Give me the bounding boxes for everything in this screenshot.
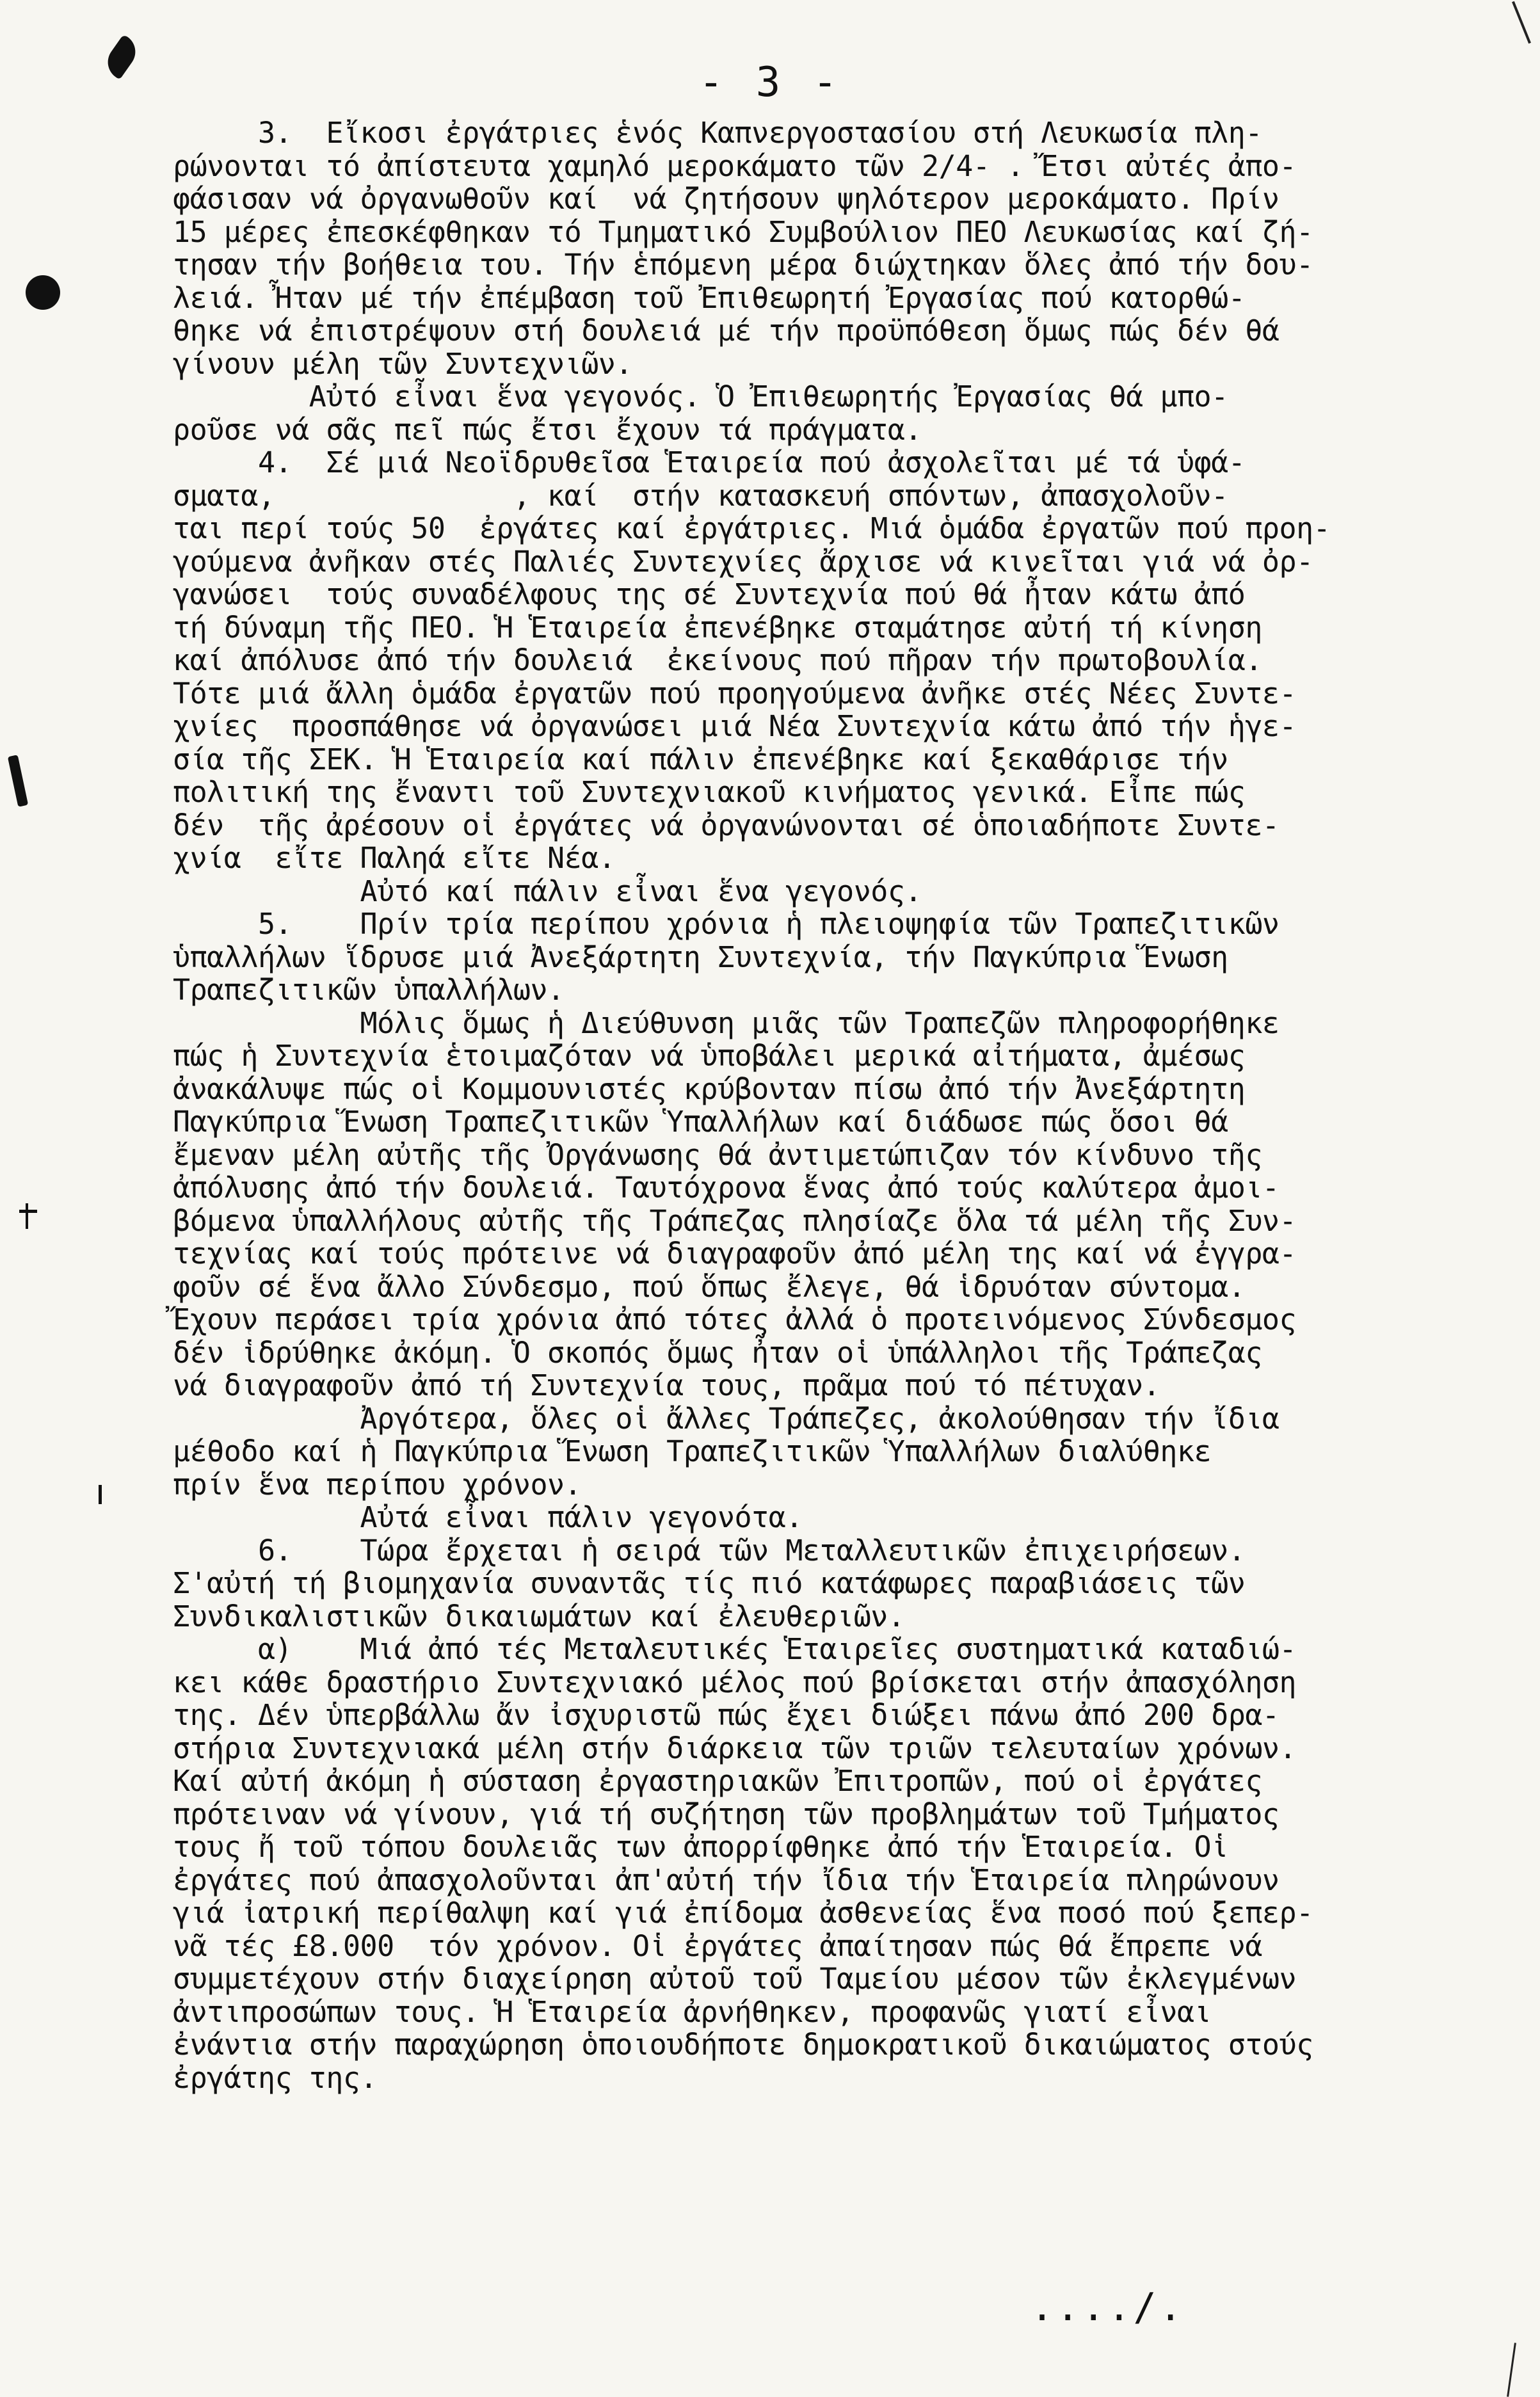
text-line: πρίν ἕνα περίπου χρόνον. [173,1467,582,1502]
text-line: ροῦσε νά σᾶς πεῖ πώς ἔτσι ἔχουν τά πράγματα. [173,412,922,447]
text-line: Αὐτό καί πάλιν εἶναι ἕνα γεγονός. [173,874,922,908]
scan-line-bottom-right [1507,2343,1516,2397]
text-line: ἐργάτες πού ἀπασχολοῦνται ἀπ'αὐτή τήν ἴδια τήν Ἑταιρεία πληρώνουν [173,1863,1279,1897]
text-line: τησαν τήν βοήθεια του. Τήν ἑπόμενη μέρα διώχτηκαν ὅλες ἀπό τήν δου- [173,248,1313,282]
text-line: κει κάθε δραστήριο Συντεχνιακό μέλος πού βρίσκεται στήν ἀπασχόληση [173,1665,1297,1699]
text-line: νᾶ τές £8.000 τόν χρόνον. Οἱ ἐργάτες ἀπαίτησαν πώς θά ἔπρεπε νά [173,1928,1262,1963]
text-line: χνίες προσπάθησε νά ὀργανώσει μιά Νέα Συντεχνία κάτω ἀπό τήν ἡγε- [173,709,1297,743]
text-line: φοῦν σέ ἕνα ἄλλο Σύνδεσμο, πού ὅπως ἔλεγε, θά ἱδρυόταν σύντομα. [173,1269,1246,1304]
text-line: πώς ἡ Συντεχνία ἑτοιμαζόταν νά ὑποβάλει μερικά αἰτήματα, ἀμέσως [173,1039,1246,1073]
text-line: ἀντιπροσώπων τους. Ἡ Ἑταιρεία ἀρνήθηκεν, προφανῶς γιατί εἶναι [173,1994,1212,2029]
text-line: Παγκύπρια Ἕνωση Τραπεζιτικῶν Ὑπαλλήλων καί διάδωσε πώς ὅσοι θά [173,1105,1228,1139]
text-line: Αὐτό εἶναι ἕνα γεγονός. Ὁ Ἐπιθεωρητής Ἐργασίας θά μπο- [173,380,1228,413]
text-line: τή δύναμη τῆς ΠΕΟ. Ἡ Ἑταιρεία ἐπενέβηκε σταμάτησε αὐτή τή κίνηση [173,610,1262,645]
text-line: Καί αὐτή ἀκόμη ἡ σύσταση ἐργαστηριακῶν Ἐπιτροπῶν, πού οἱ ἐργάτες [173,1764,1262,1798]
text-line: τους ἤ τοῦ τόπου δουλειᾶς των ἀπορρίφθηκε ἀπό τήν Ἑταιρεία. Οἱ [173,1830,1228,1864]
text-line: ἐνάντια στήν παραχώρηση ὁποιουδήποτε δημοκρατικοῦ δικαιώματος στούς [173,2028,1313,2062]
text-line: ἐργάτης της. [173,2060,378,2095]
text-line: γιά ἰατρική περίθαλψη καί γιά ἐπίδομα ἀσθενείας ἕνα ποσό πού ξεπερ- [173,1896,1313,1930]
text-line: 15 μέρες ἐπεσκέφθηκαν τό Τμηματικό Συμβούλιον ΠΕΟ Λευκωσίας καί ζή- [173,214,1313,249]
text-line: ρώνονται τό ἀπίστευτα χαμηλό μεροκάματο τῶν 2/4- . Ἔτσι αὐτές ἀπο- [173,148,1297,183]
text-line: 4. Σέ μιά Νεοϊδρυθεῖσα Ἑταιρεία πού ἀσχολεῖται μέ τά ὑφά- [173,445,1246,479]
text-line: Συνδικαλιστικῶν δικαιωμάτων καί ἐλευθεριῶν. [173,1599,905,1633]
text-line: νά διαγραφοῦν ἀπό τή Συντεχνία τους, πρᾶμα πού τό πέτυχαν. [173,1368,1160,1402]
text-line: ἀπόλυσης ἀπό τήν δουλειά. Ταυτόχρονα ἕνας ἀπό τούς καλύτερα ἀμοι- [173,1171,1279,1205]
page-number: - 3 - [698,59,842,106]
text-line: χνία εἴτε Παληά εἴτε Νέα. [173,841,616,875]
text-line: ἔμεναν μέλη αὐτῆς τῆς Ὀργάνωσης θά ἀντιμετώπιζαν τόν κίνδυνο τῆς [173,1137,1262,1172]
text-line: ἀνακάλυψε πώς οἱ Κομμουνιστές κρύβονταν πίσω ἀπό τήν Ἀνεξάρτητη [173,1071,1246,1106]
scan-line-top-right [1512,1,1531,44]
text-line: δέν τῆς ἀρέσουν οἱ ἐργάτες νά ὀργανώνονται σέ ὁποιαδήποτε Συντε- [173,808,1279,842]
text-line: 6. Τώρα ἔρχεται ἡ σειρά τῶν Μεταλλευτικῶν ἐπιχειρήσεων. [173,1533,1246,1567]
text-line: τεχνίας καί τούς πρότεινε νά διαγραφοῦν ἀπό μέλη της καί νά ἐγγρα- [173,1237,1297,1271]
text-line: φάσισαν νά ὀργανωθοῦν καί νά ζητήσουν ψηλότερον μεροκάματο. Πρίν [173,182,1279,216]
text-line: Αὐτά εἶναι πάλιν γεγονότα. [173,1500,803,1534]
text-line: δέν ἱδρύθηκε ἀκόμη. Ὁ σκοπός ὅμως ἦταν οἱ ὑπάλληλοι τῆς Τράπεζας [173,1335,1262,1370]
scan-mark-left-lower-2 [26,1203,28,1229]
text-line: λειά. Ἦταν μέ τήν ἐπέμβαση τοῦ Ἐπιθεωρητή Ἐργασίας πού κατορθώ- [173,280,1246,315]
text-line: βόμενα ὑπαλλήλους αὐτῆς τῆς Τράπεζας πλησίαζε ὅλα τά μέλη τῆς Συν- [173,1203,1297,1238]
text-line: της. Δέν ὑπερβάλλω ἄν ἰσχυριστῶ πώς ἔχει διώξει πάνω ἀπό 200 δρα- [173,1698,1279,1732]
text-line: Τραπεζιτικῶν ὑπαλλήλων. [173,973,565,1007]
scan-mark-left-bottom [99,1485,102,1504]
text-line: 5. Πρίν τρία περίπου χρόνια ἡ πλειοψηφία τῶν Τραπεζιτικῶν [173,907,1279,941]
punch-hole [26,275,60,310]
text-line: στήρια Συντεχνιακά μέλη στήν διάρκεια τῶν τριῶν τελευταίων χρόνων. [173,1731,1297,1765]
text-line: πολιτική της ἔναντι τοῦ Συντεχνιακοῦ κινήματος γενικά. Εἶπε πώς [173,775,1246,809]
text-line: σματα, , καί στήν κατασκευή σπόντων, ἀπασχολοῦν- [173,478,1228,513]
document-body [173,116,1504,2094]
text-line: Ἀργότερα, ὅλες οἱ ἄλλες Τράπεζες, ἀκολούθησαν τήν ἴδια [173,1401,1279,1436]
text-line: συμμετέχουν στήν διαχείρηση αὐτοῦ τοῦ Ταμείου μέσον τῶν ἐκλεγμένων [173,1962,1297,1996]
text-line: θηκε νά ἐπιστρέψουν στή δουλειά μέ τήν προϋπόθεση ὅμως πώς δέν θά [173,314,1279,348]
text-line: α) Μιά ἀπό τές Μεταλευτικές Ἑταιρεῖες συστηματικά καταδιώ- [173,1632,1297,1666]
text-line: καί ἀπόλυσε ἀπό τήν δουλειά ἐκείνους πού πῆραν τήν πρωτοβουλία. [173,643,1262,677]
scan-mark-left-lower [19,1210,37,1213]
continuation-mark: ..../. [1031,2285,1185,2330]
text-line: Μόλις ὅμως ἡ Διεύθυνση μιᾶς τῶν Τραπεζῶν πληροφορήθηκε [173,1006,1279,1040]
text-line: μέθοδο καί ἡ Παγκύπρια Ἕνωση Τραπεζιτικῶν Ὑπαλλήλων διαλύθηκε [173,1434,1212,1468]
text-line: γούμενα ἀνῆκαν στές Παλιές Συντεχνίες ἄρχισε νά κινεῖται γιά νά ὀρ- [173,544,1313,579]
text-line: γανώσει τούς συναδέλφους της σέ Συντεχνία πού θά ἦταν κάτω ἀπό [173,577,1246,611]
text-line: Τότε μιά ἄλλη ὁμάδα ἐργατῶν πού προηγούμενα ἀνῆκε στές Νέες Συντε- [173,676,1297,710]
text-line: σία τῆς ΣΕΚ. Ἡ Ἑταιρεία καί πάλιν ἐπενέβηκε καί ξεκαθάρισε τήν [173,742,1228,776]
text-line: πρότειναν νά γίνουν, γιά τή συζήτηση τῶν προβλημάτων τοῦ Τμήματος [173,1797,1279,1831]
text-line: Ἔχουν περάσει τρία χρόνια ἀπό τότες ἀλλά ὁ προτεινόμενος Σύνδεσμος [173,1303,1297,1336]
text-line: Σ'αὐτή τή βιομηχανία συναντᾶς τίς πιό κατάφωρες παραβιάσεις τῶν [173,1566,1246,1600]
text-line: ὑπαλλήλων ἵδρυσε μιά Ἀνεξάρτητη Συντεχνία, τήν Παγκύπρια Ἕνωση [173,940,1228,974]
text-line: 3. Εἴκοσι ἐργάτριες ἑνός Καπνεργοστασίου στή Λευκωσία πλη- [173,116,1262,150]
text-line: ται περί τούς 50 ἐργάτες καί ἐργάτριες. Μιά ὁμάδα ἐργατῶν πού προη- [173,511,1331,545]
scan-mark-left-middle [8,755,28,807]
text-line: γίνουν μέλη τῶν Συντεχνιῶν. [173,346,632,381]
